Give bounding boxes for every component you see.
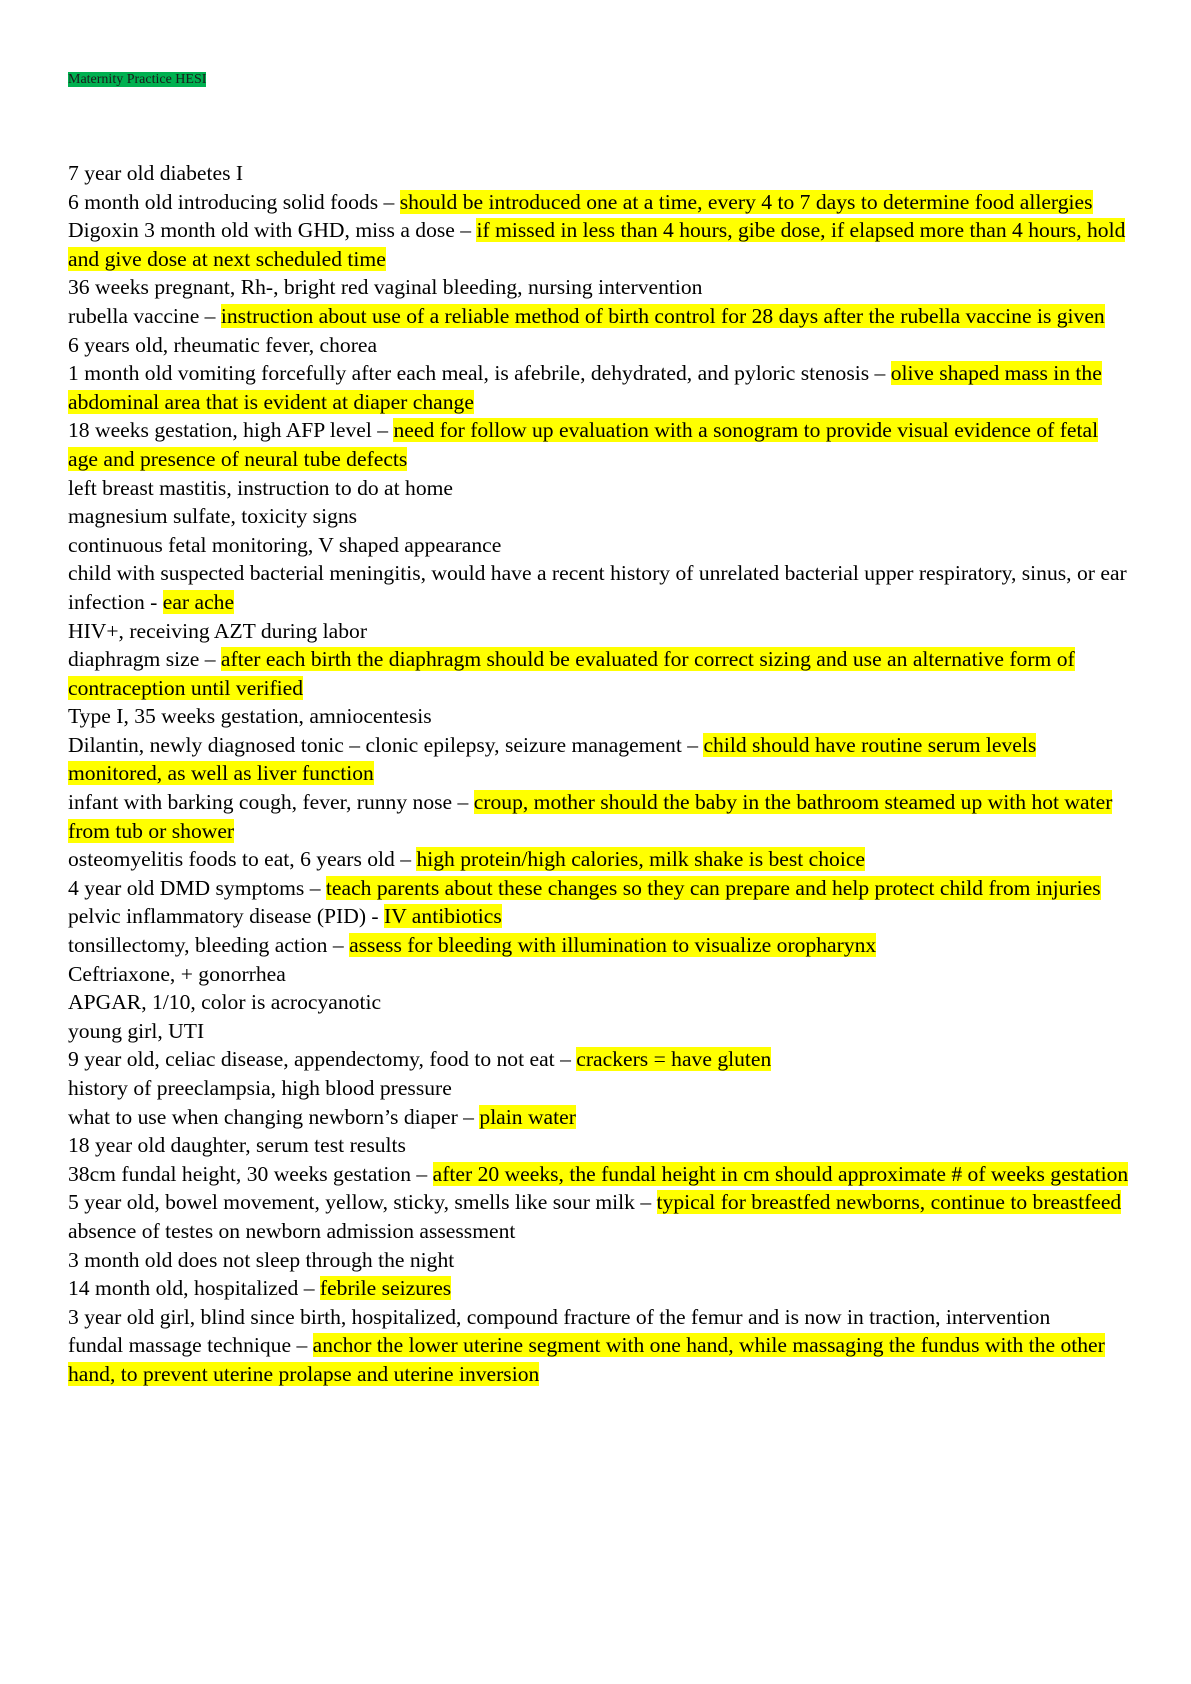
qa-entry	[68, 845, 1130, 874]
answer-highlight: IV antibiotics	[384, 904, 502, 929]
qa-entry	[68, 1217, 1130, 1246]
question-text: absence of testes on newborn admission assessment	[68, 1218, 516, 1243]
question-text: history of preeclampsia, high blood pressure	[68, 1076, 452, 1100]
question-text: 18 weeks gestation, high AFP level –	[68, 418, 394, 443]
answer-highlight: after each birth the diaphragm should be evaluated for correct sizing and use an alternative form of contraception until verified	[68, 647, 1075, 700]
qa-entry	[68, 416, 1130, 473]
question-text: HIV+, receiving AZT during labor	[68, 618, 368, 643]
question-text: child with suspected bacterial meningitis, would have a recent history of unrelated bacterial upper respiratory, sinus, or ear infection -	[68, 561, 1127, 614]
qa-entry	[68, 1303, 1130, 1332]
answer-highlight: high protein/high calories, milk shake is best choice	[416, 847, 866, 872]
answer-highlight: olive shaped mass in the abdominal area that is evident at diaper change	[68, 361, 1102, 414]
qa-entry	[68, 1188, 1130, 1217]
qa-entry	[68, 960, 1130, 989]
question-text: left breast mastitis, instruction to do at home	[68, 475, 454, 500]
question-text: magnesium sulfate, toxicity signs	[68, 504, 358, 529]
qa-entry	[68, 474, 1130, 503]
qa-entry	[68, 1103, 1130, 1132]
qa-entry	[68, 1274, 1130, 1303]
qa-entry	[68, 788, 1130, 845]
qa-entry	[68, 1074, 1130, 1103]
question-text: diaphragm size –	[68, 647, 221, 672]
question-text: 38cm fundal height, 30 weeks gestation –	[68, 1161, 433, 1186]
answer-highlight: febrile seizures	[319, 1276, 452, 1301]
qa-entry	[68, 702, 1130, 731]
answer-highlight: typical for breastfed newborns, continue to breastfeed	[656, 1190, 1122, 1215]
question-text: 6 years old, rheumatic fever, chorea	[68, 332, 378, 357]
question-text: Type I, 35 weeks gestation, amniocentesis	[68, 704, 432, 729]
qa-entry	[68, 645, 1130, 702]
question-text: APGAR, 1/10, color is acrocyanotic	[68, 990, 382, 1015]
answer-highlight: ear ache	[162, 589, 235, 614]
question-text: pelvic inflammatory disease (PID) -	[68, 904, 385, 929]
qa-entry	[68, 216, 1130, 273]
answer-highlight: crackers = have gluten	[576, 1047, 772, 1072]
question-text: 4 year old DMD symptoms –	[68, 875, 326, 900]
qa-entry	[68, 359, 1130, 416]
document-title	[68, 72, 206, 88]
question-text: infant with barking cough, fever, runny nose –	[68, 790, 474, 815]
answer-highlight: child should have routine serum levels monitored, as well as liver function	[68, 732, 1037, 786]
question-text: 6 month old introducing solid foods –	[68, 189, 400, 214]
qa-entry	[68, 988, 1130, 1017]
answer-highlight: if missed in less than 4 hours, gibe dose, if elapsed more than 4 hours, hold and give dose at next scheduled time	[68, 218, 1126, 271]
qa-entry	[68, 874, 1130, 903]
question-text: continuous fetal monitoring, V shaped appearance	[68, 532, 502, 557]
qa-entry	[68, 302, 1130, 331]
answer-highlight: anchor the lower uterine segment with one hand, while massaging the fundus with the other hand, to prevent uterine prolapse and uterine inversion	[68, 1333, 1105, 1386]
qa-entry	[68, 273, 1130, 302]
answer-highlight: need for follow up evaluation with a sonogram to provide visual evidence of fetal age and presence of neural tube defects	[68, 418, 1099, 471]
qa-entry	[68, 902, 1130, 931]
qa-entry	[68, 1017, 1130, 1046]
answer-highlight: assess for bleeding with illumination to visualize oropharynx	[349, 933, 877, 958]
answer-highlight: instruction about use of a reliable method of birth control for 28 days after the rubella vaccine is given	[220, 303, 1105, 328]
qa-entry	[68, 531, 1130, 560]
qa-entry	[68, 731, 1130, 788]
document-title-text: Maternity Practice HESI	[68, 72, 207, 87]
question-text: 14 month old, hospitalized –	[68, 1276, 320, 1301]
question-text: 3 year old girl, blind since birth, hospitalized, compound fracture of the femur and is now in traction, intervention	[68, 1304, 1051, 1329]
question-text: 3 month old does not sleep through the night	[68, 1247, 455, 1272]
question-text: young girl, UTI	[68, 1018, 205, 1043]
question-text: Dilantin, newly diagnosed tonic – clonic epilepsy, seizure management –	[68, 732, 704, 757]
question-text: what to use when changing newborn’s diaper –	[68, 1104, 480, 1129]
qa-entry	[68, 559, 1130, 616]
question-text: 9 year old, celiac disease, appendectomy, food to not eat –	[68, 1047, 577, 1072]
qa-entry	[68, 1131, 1130, 1160]
qa-entry	[68, 159, 1130, 188]
qa-entry	[68, 1331, 1130, 1388]
question-text: Digoxin 3 month old with GHD, miss a dose –	[68, 218, 477, 243]
qa-entry	[68, 502, 1130, 531]
question-text: Ceftriaxone, + gonorrhea	[68, 961, 286, 986]
qa-entry	[68, 1045, 1130, 1074]
answer-highlight: after 20 weeks, the fundal height in cm should approximate # of weeks gestation	[432, 1161, 1129, 1186]
qa-entry	[68, 331, 1130, 360]
answer-highlight: should be introduced one at a time, every 4 to 7 days to determine food allergies	[399, 189, 1093, 214]
qa-entry	[68, 931, 1130, 960]
question-text: 18 year old daughter, serum test results	[68, 1133, 406, 1158]
answer-highlight: croup, mother should the baby in the bathroom steamed up with hot water from tub or shower	[68, 790, 1113, 843]
qa-entry	[68, 617, 1130, 646]
qa-entry	[68, 1246, 1130, 1275]
question-text: osteomyelitis foods to eat, 6 years old –	[68, 847, 417, 872]
qa-entry	[68, 1160, 1130, 1189]
question-text: 7 year old diabetes I	[68, 161, 244, 185]
question-text: fundal massage technique –	[68, 1333, 313, 1358]
answer-highlight: teach parents about these changes so they can prepare and help protect child from injuries	[325, 875, 1101, 900]
qa-list	[68, 159, 1130, 1389]
answer-highlight: plain water	[479, 1104, 576, 1129]
qa-entry	[68, 188, 1130, 217]
question-text: 5 year old, bowel movement, yellow, sticky, smells like sour milk –	[68, 1190, 657, 1215]
question-text: rubella vaccine –	[68, 303, 221, 328]
question-text: 1 month old vomiting forcefully after each meal, is afebrile, dehydrated, and pyloric stenosis –	[68, 361, 891, 386]
question-text: 36 weeks pregnant, Rh-, bright red vaginal bleeding, nursing intervention	[68, 275, 703, 300]
question-text: tonsillectomy, bleeding action –	[68, 933, 350, 958]
